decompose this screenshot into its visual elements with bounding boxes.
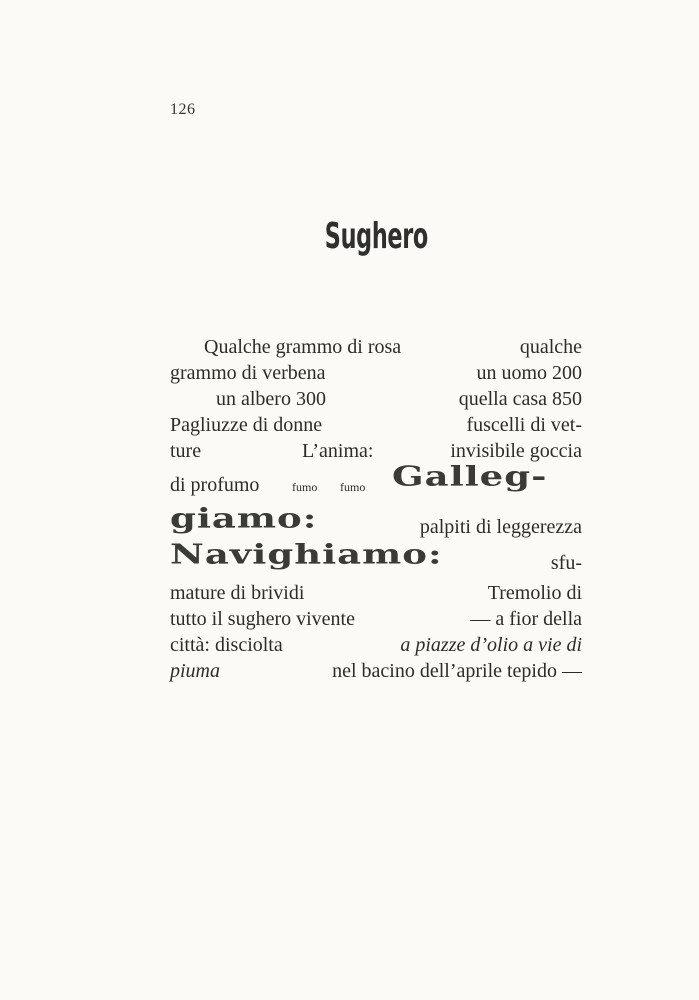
poem-line xyxy=(170,360,582,386)
poem-text: palpiti di leggerezza xyxy=(419,516,582,538)
poem-text: grammo di verbena xyxy=(170,362,326,384)
poem-line xyxy=(170,412,582,438)
poem-text: L’anima: xyxy=(302,440,374,462)
poem-text: Pagliuzze di donne xyxy=(170,414,323,436)
poem-line xyxy=(170,606,582,632)
poem-text: fuscelli di vet- xyxy=(466,414,582,436)
poem-text-small: fumo xyxy=(340,480,366,494)
poem-line xyxy=(170,580,582,606)
poem-text: mature di brividi xyxy=(170,582,305,604)
poem-text: — a fior della xyxy=(470,608,582,630)
poem-line xyxy=(170,632,582,658)
poem-line xyxy=(170,658,582,684)
display-word: Galleg- xyxy=(392,460,548,493)
poem-text: invisibile goccia xyxy=(450,440,582,462)
poem-text: Qualche grammo di rosa xyxy=(204,336,402,358)
poem-text: un uomo 200 xyxy=(476,362,582,384)
poem-text-italic: piuma xyxy=(170,660,220,682)
poem-text-italic: a piazze d’olio a vie di xyxy=(400,634,582,656)
poem-text: quella casa 850 xyxy=(458,388,582,410)
display-word: Navighiamo: xyxy=(170,538,443,571)
poem-text-small: fumo xyxy=(292,480,318,494)
poem-text: tutto il sughero vivente xyxy=(170,608,355,630)
poem-line xyxy=(170,334,582,360)
poem-text: un albero 300 xyxy=(216,388,326,410)
display-word: giamo: xyxy=(170,502,318,535)
poem-text: città: disciolta xyxy=(170,634,283,656)
poem-text: nel bacino dell’aprile tepido — xyxy=(332,660,582,682)
poem-text: di profumo xyxy=(170,474,260,496)
poem-text: qualche xyxy=(519,336,582,358)
poem-text: Tremolio di xyxy=(487,582,582,604)
page-number: 126 xyxy=(170,101,196,118)
poem-line xyxy=(170,538,582,578)
poem-text: ture xyxy=(170,440,202,462)
page-title: Sughero xyxy=(324,216,428,257)
poem-line xyxy=(170,386,582,412)
poem-text: sfu- xyxy=(550,552,582,574)
